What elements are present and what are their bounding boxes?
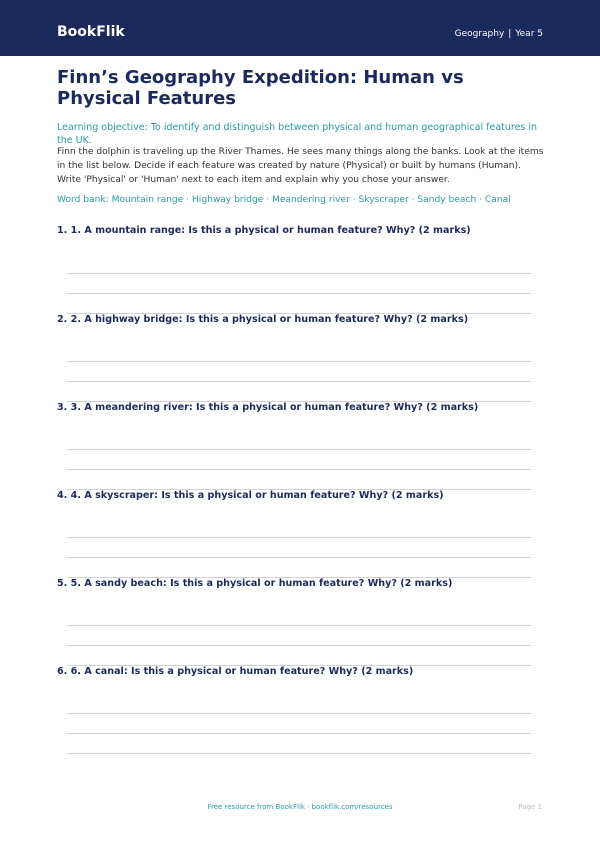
question-text: 3. 3. A meandering river: Is this a physical or human feature? Why? (2 marks) <box>57 402 479 413</box>
learning-objective: Learning objective: To identify and distinguish between physical and human geographical features in the UK. <box>57 122 538 146</box>
question-text: 4. 4. A skyscraper: Is this a physical or human feature? Why? (2 marks) <box>57 490 444 501</box>
worksheet-title: Finn’s Geography Expedition: Human vs Physical Features <box>57 67 464 109</box>
subject-label: Geography <box>454 29 505 39</box>
question-text: 2. 2. A highway bridge: Is this a physical or human feature? Why? (2 marks) <box>57 314 469 325</box>
question-2 <box>57 313 543 326</box>
question-text: 6. 6. A canal: Is this a physical or human feature? Why? (2 marks) <box>57 666 414 677</box>
separator: | <box>508 29 512 39</box>
answer-line[interactable] <box>67 645 531 646</box>
answer-line[interactable] <box>67 293 531 294</box>
brand-logo: BookFlik <box>57 24 125 40</box>
page-number: Page 1 <box>518 803 542 811</box>
page-header <box>0 0 600 56</box>
question-5 <box>57 577 543 590</box>
answer-line[interactable] <box>67 713 531 714</box>
question-6 <box>57 665 543 678</box>
subject-year-label <box>455 28 543 40</box>
answer-line[interactable] <box>67 625 531 626</box>
question-text: 1. 1. A mountain range: Is this a physical or human feature? Why? (2 marks) <box>57 225 471 236</box>
answer-line[interactable] <box>67 557 531 558</box>
answer-line[interactable] <box>67 753 531 754</box>
answer-line[interactable] <box>67 469 531 470</box>
question-4 <box>57 489 543 502</box>
answer-line[interactable] <box>67 733 531 734</box>
question-1 <box>57 224 543 237</box>
year-label: Year 5 <box>515 29 543 39</box>
question-text: 5. 5. A sandy beach: Is this a physical or human feature? Why? (2 marks) <box>57 578 453 589</box>
question-3 <box>57 401 543 414</box>
answer-line[interactable] <box>67 381 531 382</box>
answer-line[interactable] <box>67 449 531 450</box>
answer-line[interactable] <box>67 537 531 538</box>
word-bank: Word bank: Mountain range · Highway bridge · Meandering river · Skyscraper · Sandy beach · Canal <box>57 195 511 205</box>
instructions-text: Finn the dolphin is traveling up the River Thames. He sees many things along the banks. Look at the items in the list below. Decide if each feature was created by nature (Physical) or built by humans (Human). Write 'Physical' or 'Human' next to each item and explain why you chose your answer. <box>57 147 544 185</box>
answer-line[interactable] <box>67 361 531 362</box>
footer-source[interactable]: Free resource from BookFlik · bookflik.com/resources <box>207 803 393 811</box>
answer-line[interactable] <box>67 273 531 274</box>
